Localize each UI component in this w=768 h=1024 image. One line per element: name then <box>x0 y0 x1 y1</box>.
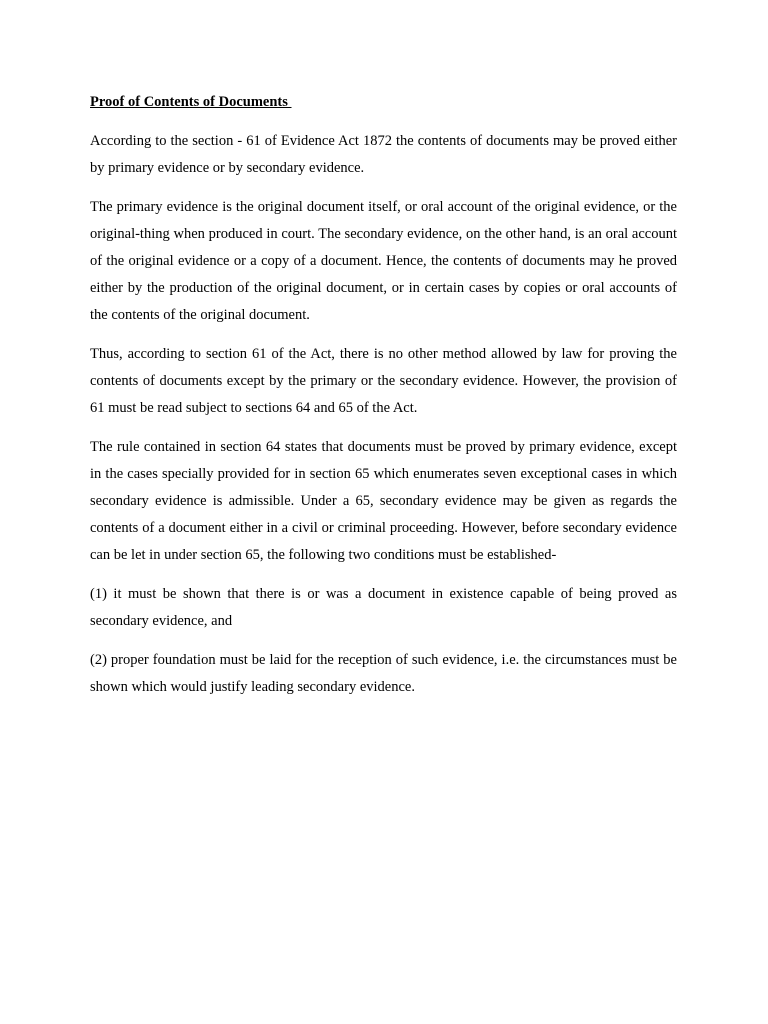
document-title: Proof of Contents of Documents <box>90 94 292 110</box>
paragraph-condition-1: (1) it must be shown that there is or was a document in existence capable of being proved as secondary evidence, and <box>90 586 677 629</box>
paragraph-condition-2: (2) proper foundation must be laid for the reception of such evidence, i.e. the circumstances must be shown which would justify leading secondary evidence. <box>90 652 677 695</box>
document-page <box>90 92 677 713</box>
paragraph-section-61-intro: According to the section - 61 of Evidence Act 1872 the contents of documents may be proved either by primary evidence or by secondary evidence. <box>90 133 677 176</box>
paragraph-no-other-method: Thus, according to section 61 of the Act, there is no other method allowed by law for proving the contents of documents except by the primary or the secondary evidence. However, the provision of 61 must be read subject to sections 64 and 65 of the Act. <box>90 346 677 416</box>
paragraph-section-64-rule: The rule contained in section 64 states that documents must be proved by primary evidence, except in the cases specially provided for in section 65 which enumerates seven exceptional cases in which secondary evidence is admissible. Under a 65, secondary evidence may be given as regards the contents of a document either in a civil or criminal proceeding. However, before secondary evidence can be let in under section 65, the following two conditions must be established- <box>90 439 677 563</box>
paragraph-primary-secondary-definition: The primary evidence is the original document itself, or oral account of the original evidence, or the original-thing when produced in court. The secondary evidence, on the other hand, is an oral account of the original evidence or a copy of a document. Hence, the contents of documents may he proved either by the production of the original document, or in certain cases by copies or oral accounts of the contents of the original document. <box>90 199 677 323</box>
